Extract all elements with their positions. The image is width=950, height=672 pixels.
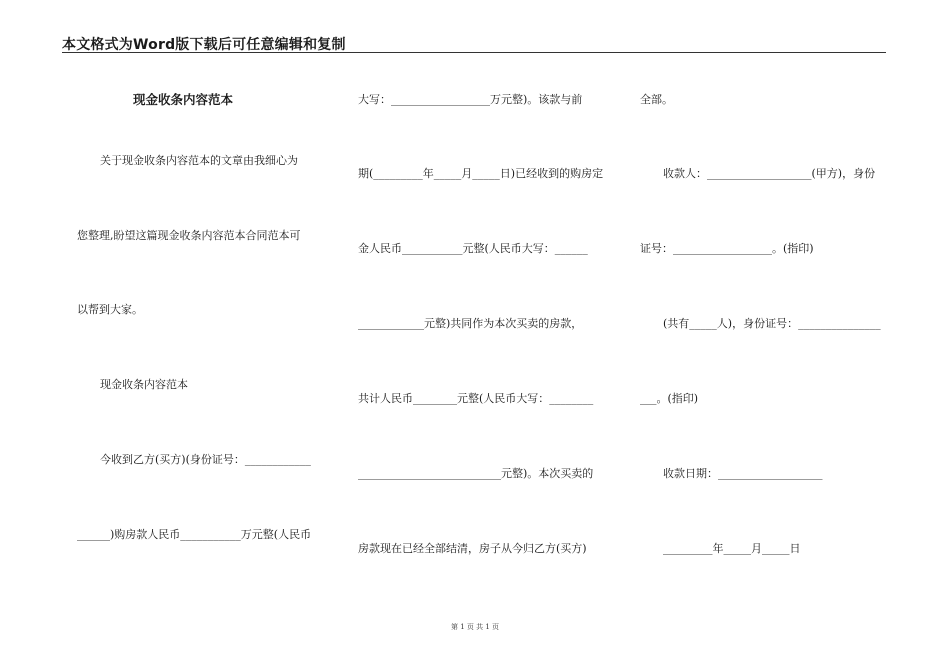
paragraph-line: 金人民币___________元整(人民币大写：______ [358, 242, 588, 255]
page-number: 第 1 页 共 1 页 [450, 623, 500, 631]
paragraph-line: 今收到乙方(买方)(身份证号：____________ [100, 453, 311, 466]
paragraph-line: ______)购房款人民币___________万元整(人民币 [77, 528, 312, 541]
paragraph-line: __________________________元整)。本次买卖的 [358, 467, 594, 480]
paragraph-line: 全部。 [640, 93, 673, 106]
paragraph-line: 大写：__________________万元整)。该款与前 [358, 93, 583, 106]
section-heading: 现金收条内容范本 [100, 378, 188, 391]
paragraph-line: 共计人民币________元整(人民币大写：________ [358, 392, 594, 405]
paragraph-line: 期(_________年_____月_____日)已经收到的购房定 [358, 167, 604, 180]
paragraph-line: 收款日期：___________________ [663, 467, 823, 480]
paragraph-line: 以帮到大家。 [77, 303, 143, 316]
paragraph-line: ___。(指印) [640, 392, 699, 405]
header-title: 本文格式为Word版下载后可任意编辑和复制 [62, 37, 346, 53]
paragraph-line: (共有_____人)，身份证号：_______________ [663, 317, 881, 330]
paragraph-line: 收款人：___________________(甲方)，身份 [663, 167, 876, 180]
paragraph-line: 您整理,盼望这篇现金收条内容范本合同范本可 [77, 229, 301, 242]
paragraph-line: _________年_____月_____日 [663, 542, 801, 555]
paragraph-line: 证号：__________________。(指印) [640, 242, 814, 255]
header-divider [62, 52, 886, 53]
document-title: 现金收条内容范本 [133, 92, 234, 107]
paragraph-line: ____________元整)共同作为本次买卖的房款， [358, 317, 583, 330]
paragraph-line: 关于现金收条内容范本的文章由我细心为 [100, 154, 298, 167]
paragraph-line: 房款现在已经全部结清，房子从今归乙方(买方) [358, 542, 587, 555]
